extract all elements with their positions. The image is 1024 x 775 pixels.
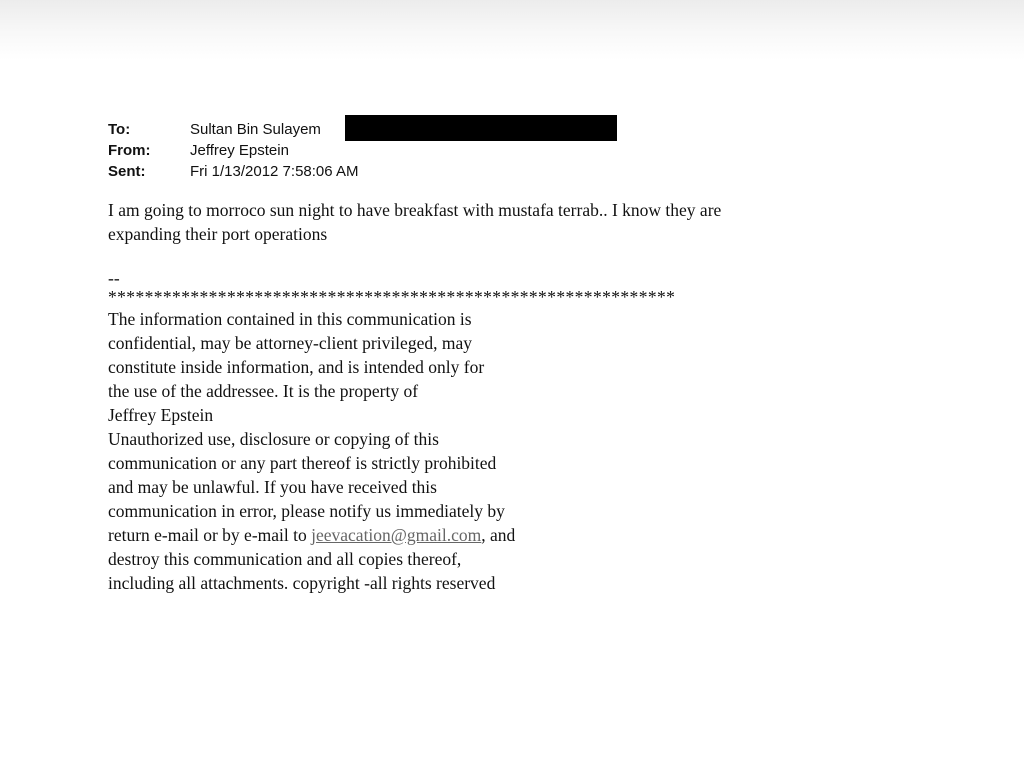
sent-label: Sent: (108, 163, 146, 180)
from-row (108, 140, 908, 161)
disclaimer-line: Unauthorized use, disclosure or copying of this (108, 429, 439, 449)
disclaimer-line: The information contained in this communication is (108, 309, 472, 329)
sent-value: Fri 1/13/2012 7:58:06 AM (190, 163, 359, 180)
return-suffix: , and (481, 525, 516, 545)
from-value: Jeffrey Epstein (190, 142, 289, 159)
email-document (108, 119, 908, 595)
disclaimer-return-line (108, 523, 908, 547)
disclaimer-line: including all attachments. copyright -all rights reserved (108, 573, 496, 593)
to-row (108, 119, 908, 140)
disclaimer (108, 307, 908, 595)
signature-stars: ************************************************************** (108, 287, 676, 307)
redaction-box (345, 115, 617, 141)
disclaimer-line: Jeffrey Epstein (108, 405, 214, 425)
sent-row (108, 161, 908, 182)
body-line: I am going to morroco sun night to have breakfast with mustafa terrab.. I know they are (108, 200, 722, 220)
from-label: From: (108, 142, 151, 159)
disclaimer-line: communication in error, please notify us immediately by (108, 501, 505, 521)
body-line: expanding their port operations (108, 224, 328, 244)
signature-dash: -- (108, 268, 120, 288)
message-body (108, 198, 868, 246)
disclaimer-line: confidential, may be attorney-client privileged, may (108, 333, 472, 353)
top-shade (0, 0, 1024, 60)
email-link[interactable]: jeevacation@gmail.com (311, 525, 482, 545)
disclaimer-line: communication or any part thereof is strictly prohibited (108, 453, 497, 473)
to-label: To: (108, 121, 131, 138)
disclaimer-line: and may be unlawful. If you have received this (108, 477, 437, 497)
to-value: Sultan Bin Sulayem (190, 121, 321, 138)
return-prefix: return e-mail or by e-mail to (108, 525, 312, 545)
disclaimer-line: destroy this communication and all copies thereof, (108, 549, 462, 569)
disclaimer-line: the use of the addressee. It is the property of (108, 381, 419, 401)
disclaimer-line: constitute inside information, and is intended only for (108, 357, 485, 377)
